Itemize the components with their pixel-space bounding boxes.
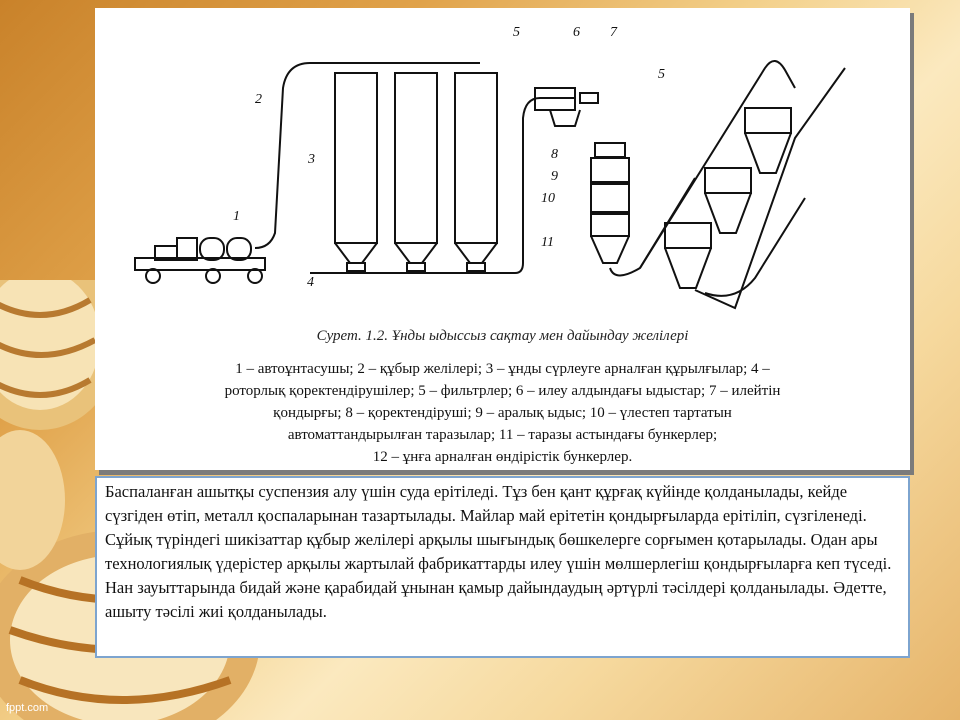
legend-line: 12 – ұнға арналған өндірістік бункерлер. [372, 449, 633, 465]
flour-storage-diagram [95, 8, 910, 328]
diagram-label-6: 6 [573, 25, 580, 40]
diagram-label-2: 2 [255, 92, 262, 107]
body-text-box [95, 476, 910, 658]
body-text: Баспаланған ашытқы суспензия алу үшін суда ерітіледі. Тұз бен қант құрғақ күйінде қолданылады, кейде сүзгіден өтіп, металл қоспаларынан тазартылады. Майлар май ерітетін қондырғыларда ерітіліп, сүзгіленеді. Сұйық түріндегі шикізаттар құбыр желілері арқылы шығындық бөшкелерге сорғымен қотарылады. Одан ары технологиялық үдерістер арқылы жартылай фабрикаттарды илеу үшін мөлшерлегіш қондырғыларға кеп түседі. Нан зауыттарында бидай және қарабидай ұнынан қамыр дайындаудың әртүрлі тәсілдері қолданылады. Әдетте, ашыту тәсілі жиі қолданылады. [105, 482, 892, 621]
legend-line: роторлық қоректендірушілер; 5 – фильтрлер; 6 – илеу алдындағы ыдыстар; 7 – илейтін [224, 383, 781, 399]
legend-line: автоматтандырылған таразылар; 11 – таразы астындағы бункерлер; [287, 427, 718, 443]
figure-legend [105, 358, 900, 468]
diagram-label-1: 1 [233, 209, 240, 224]
diagram-label-4: 4 [307, 275, 314, 290]
diagram-label-7: 7 [610, 25, 617, 40]
diagram-label-8: 8 [551, 147, 558, 162]
silo-2 [395, 73, 437, 271]
truck-icon [135, 238, 265, 283]
legend-line: қондырғы; 8 – қоректендіруші; 9 – аралық ыдыс; 10 – үлестеп тартатын [273, 405, 732, 421]
diagram-label-5a: 5 [513, 25, 520, 40]
figure-card [95, 8, 910, 470]
silo-1 [335, 73, 377, 271]
diagram-label-11: 11 [541, 235, 554, 250]
diagram-label-5b: 5 [658, 67, 665, 82]
legend-line: 1 – автоұнтасушы; 2 – құбыр желілері; 3 – ұнды сүрлеуге арналған құрылғылар; 4 – [235, 361, 770, 377]
diagram-label-9: 9 [551, 169, 558, 184]
diagram-label-3: 3 [308, 152, 315, 167]
diagram-label-10: 10 [541, 191, 555, 206]
watermark: fppt.com [6, 702, 49, 714]
figure-caption: Сурет. 1.2. Ұнды ыдыссыз сақтау мен дайындау желілері [316, 328, 689, 344]
silo-3 [455, 73, 497, 271]
